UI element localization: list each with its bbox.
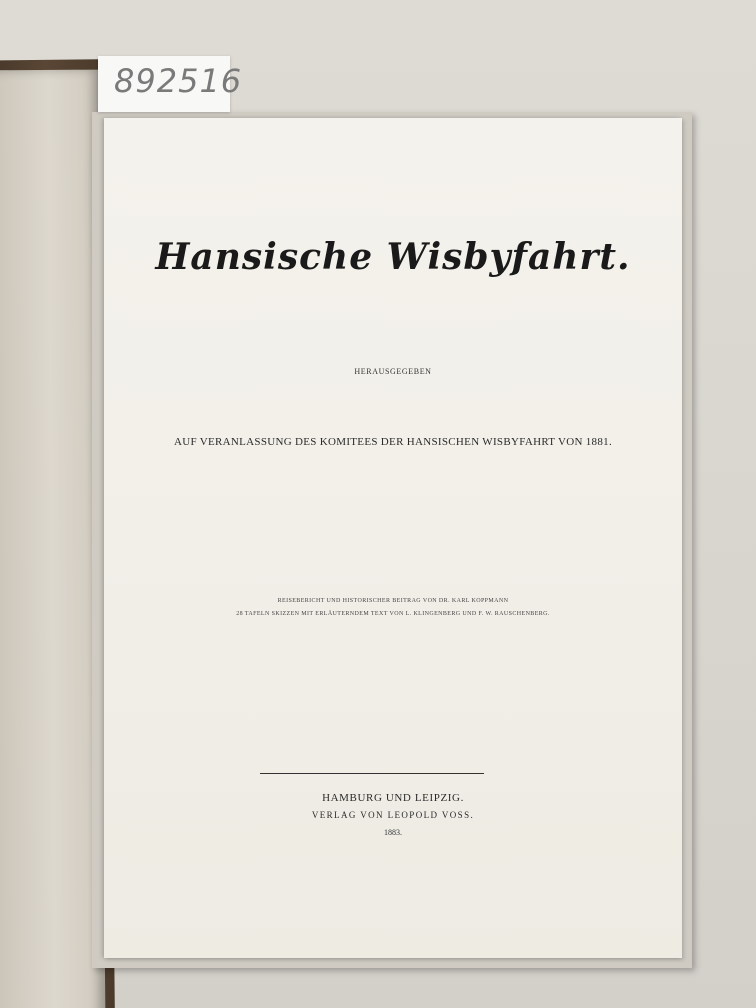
publisher-place: HAMBURG UND LEIPZIG.	[322, 792, 464, 804]
left-endpaper	[0, 70, 105, 1008]
divider-rule	[260, 773, 484, 774]
inventory-number: 892516	[114, 62, 243, 100]
book-title: Hansische Wisbyfahrt.	[155, 236, 631, 278]
credit-line-2: 28 TAFELN SKIZZEN MIT ERLÄUTERNDEM TEXT VON L. KLINGENBERG UND F. W. RAUSCHENBERG.	[236, 611, 550, 617]
credit-line-1: REISEBERICHT UND HISTORISCHER BEITRAG VON DR. KARL KOPPMANN	[277, 598, 509, 604]
publication-year: 1883.	[384, 828, 402, 837]
publisher-name: VERLAG VON LEOPOLD VOSS.	[311, 810, 475, 820]
commission-line: AUF VERANLASSUNG DES KOMITEES DER HANSISCHEN WISBYFAHRT VON 1881.	[174, 436, 612, 448]
herausgegeben-label: HERAUSGEGEBEN	[354, 367, 432, 376]
